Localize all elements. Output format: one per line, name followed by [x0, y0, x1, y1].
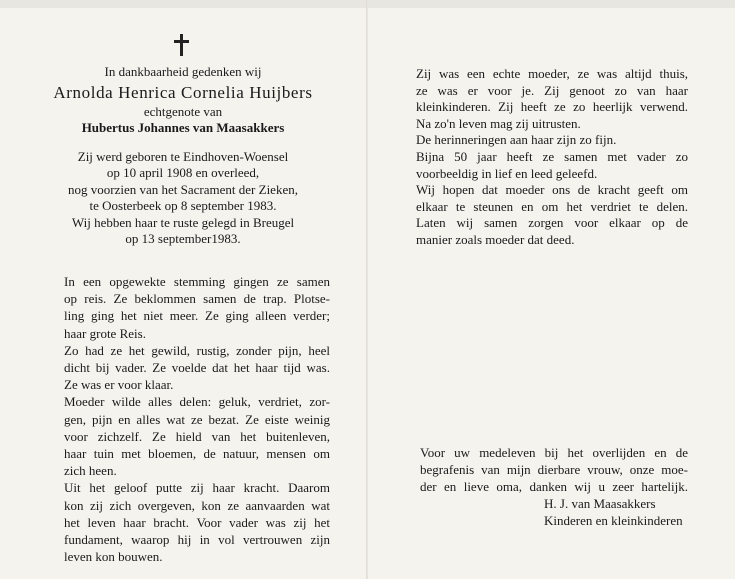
tribute-text: [416, 66, 688, 249]
memorial-poem: [64, 273, 330, 565]
tribute-line: Wij hopen dat moeder ons de kracht geeft om: [416, 182, 688, 198]
poem-line: voor zichzelf. Ze hield van het buitenleven,: [64, 428, 330, 444]
bio-line: Wij hebben haar te ruste gelegd in Breugel: [71, 214, 295, 230]
signature-family: Kinderen en kleinkinderen: [544, 513, 683, 528]
poem-line: op reis. Ze beklommen samen de trap. Plotse-: [64, 291, 330, 307]
tribute-line: Zij was een echte moeder, ze was altijd thuis,: [416, 66, 688, 81]
thanks-line: Voor uw medeleven bij het overlijden en de: [420, 445, 688, 460]
tribute-line: Laten wij samen zorgen voor elkaar op de: [416, 215, 688, 231]
tribute-line: Na zo'n leven mag zij uitrusten.: [416, 115, 581, 131]
tribute-line: voorbeeldig in lief en leed geleefd.: [416, 165, 598, 181]
poem-line: fundament, waarop hij in vol vertrouwen zijn: [64, 532, 330, 548]
poem-line: leven kon bouwen.: [64, 549, 163, 565]
poem-line: Zo had ze het gewild, rustig, zonder pijn, heel: [64, 342, 330, 358]
spouse-name: Hubertus Johannes van Maasakkers: [81, 120, 285, 135]
bio-line: op 10 april 1908 en overleed,: [106, 165, 260, 181]
poem-line: Moeder wilde alles delen: geluk, verdriet, zor-: [64, 394, 330, 410]
thanks-line: der en lieve oma, danken wij u zeer hartelijk.: [420, 479, 688, 494]
tribute-line: kleinkinderen. Zij heeft ze zo heerlijk verwend.: [416, 99, 688, 115]
poem-line: gen, pijn en alles wat ze bezat. Ze eiste weinig: [64, 411, 330, 427]
thanks-line: begrafenis van mijn dierbare vrouw, onze moe-: [420, 462, 688, 477]
deceased-name: Arnolda Henrica Cornelia Huijbers: [53, 83, 313, 102]
signature-block: [544, 495, 683, 529]
intro-text: In dankbaarheid gedenken wij: [104, 64, 262, 79]
bio-line: nog voorzien van het Sacrament der Zieken,: [68, 181, 298, 197]
tribute-line: ze was er voor je. Zij genoot zo van haar: [416, 82, 688, 98]
poem-line: het leven haar bracht. Voor vader was zij het: [64, 514, 330, 530]
poem-line: ling ging het niet meer. Ze ging alleen verder;: [64, 308, 330, 324]
thanks-text: [420, 444, 688, 495]
poem-line: haar tuin met bloemen, de natuur, mensen om: [64, 446, 330, 462]
tribute-line: elkaar te steunen en om het verdriet te delen.: [416, 198, 688, 214]
poem-line: haar grote Reis.: [64, 325, 146, 341]
bio-line: Zij werd geboren te Eindhoven-Woensel: [77, 149, 289, 164]
tribute-line: De herinneringen aan haar zijn zo fijn.: [416, 132, 617, 148]
tribute-line: Bijna 50 jaar heeft ze samen met vader zo: [416, 148, 688, 164]
bio-line: te Oosterbeek op 8 september 1983.: [89, 198, 277, 214]
poem-line: In een opgewekte stemming gingen ze samen: [64, 274, 330, 289]
poem-line: kon zij zich overgeven, kon ze aanvaarden wat: [64, 497, 330, 513]
poem-line: Ze was er voor klaar.: [64, 377, 174, 393]
spouse-label: echtgenote van: [143, 104, 223, 119]
cross-icon: [171, 34, 191, 56]
tribute-line: manier zoals moeder dat deed.: [416, 231, 575, 247]
poem-line: Uit het geloof putte zij haar kracht. Daarom: [64, 480, 330, 496]
signature-name: H. J. van Maasakkers: [544, 496, 656, 511]
poem-line: dicht bij vader. Ze voelde dat het haar tijd was.: [64, 360, 330, 376]
card-fold: [366, 0, 368, 579]
biography: [0, 149, 366, 247]
bio-line: op 13 september1983.: [125, 231, 241, 247]
poem-line: zich heen.: [64, 463, 117, 479]
